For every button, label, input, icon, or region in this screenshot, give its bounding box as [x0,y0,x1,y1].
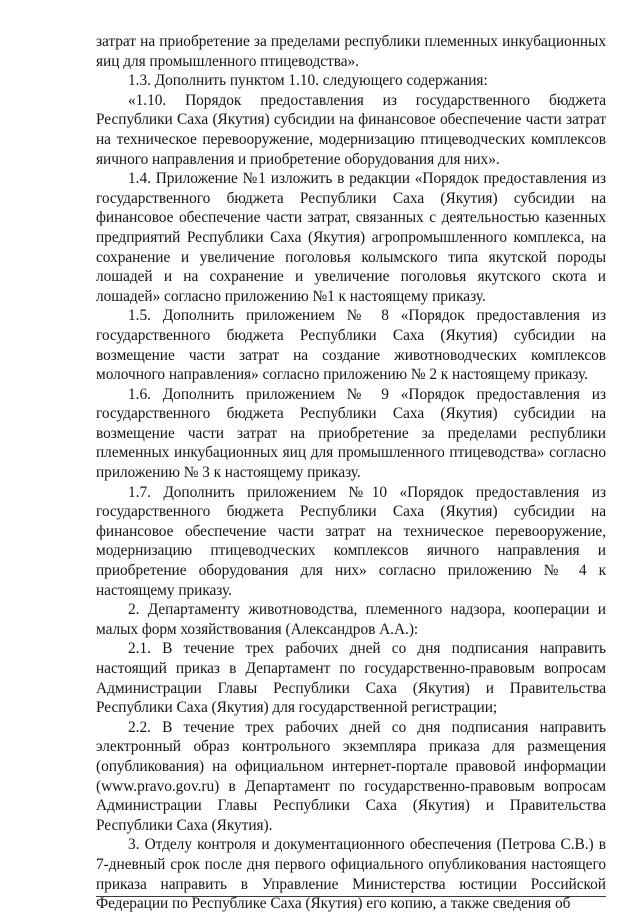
paragraph-1-7: 1.7. Дополнить приложением №10 «Порядок предоставления из государственного бюджета Республики Саха (Якутия) субсидии на финансовое обеспечение части затрат на техническое перевооружение, модернизацию птицеводческих комплексов яичного направления и приобретение оборудования для них» согласно приложению № 4 к настоящему приказу. [96,483,606,599]
paragraph-2-1: 2.1. В течение трех рабочих дней со дня подписания направить настоящий приказ в Департамент по государственно-правовым вопросам Администрации Главы Республики Саха (Якутия) и Правительства Республики Саха (Якутия) для государственной регистрации; [96,640,606,717]
paragraph-1-5: 1.5. Дополнить приложением № 8 «Порядок предоставления из государственного бюджета Республики Саха (Якутия) субсидии на возмещение части затрат на создание животноводческих комплексов молочного направления» согласно приложению № 2 к настоящему приказу. [96,307,606,384]
paragraph-1-6: 1.6. Дополнить приложением № 9 «Порядок предоставления из государственного бюджета Республики Саха (Якутия) субсидии на возмещение части затрат на приобретение за пределами республики племенных инкубационных яиц для промышленного птицеводства» согласно приложению № 3 к настоящему приказу. [96,385,606,482]
page-bottom-rule [96,896,606,897]
paragraph-continuation: затрат на приобретение за пределами республики племенных инкубационных яиц для промышленного птицеводства». [96,33,606,70]
paragraph-1-4: 1.4. Приложение №1 изложить в редакции «Порядок предоставления из государственного бюджета Республики Саха (Якутия) субсидии на финансовое обеспечение части затрат, связанных с деятельностью казенных предприятий Республики Саха (Якутия) агропромышленного комплекса, на сохранение и увеличение поголовья колымского типа якутской породы лошадей и на сохранение и увеличение поголовья якутского скота и лошадей» согласно приложению №1 к настоящему приказу. [96,170,606,305]
paragraph-1-3: 1.3. Дополнить пунктом 1.10. следующего содержания: [128,72,488,90]
paragraph-2: 2. Департаменту животноводства, племенного надзора, кооперации и малых форм хозяйствования (Александров А.А.): [96,601,606,638]
paragraph-3: 3. Отделу контроля и документационного обеспечения (Петрова С.В.) в 7-дневный срок после дня первого официального опубликования настоящего приказа направить в Управление Министерства юстиции Российской Федерации по Республике Саха (Якутия) его копию, а также сведения об [96,836,606,913]
paragraph-1-10-quote: «1.10. Порядок предоставления из государственного бюджета Республики Саха (Якутия) субсидии на финансовое обеспечение части затрат на техническое перевооружение, модернизацию птицеводческих комплексов яичного направления и приобретение оборудования для них». [96,91,606,168]
document-body [96,32,606,914]
paragraph-2-2: 2.2. В течение трех рабочих дней со дня подписания направить электронный образ контрольного экземпляра приказа для размещения (опубликования) на официальном интернет-портале правовой информации (www.pravo.gov.ru) в Департамент по государственно-правовым вопросам Администрации Главы Республики Саха (Якутия) и Правительства Республики Саха (Якутия). [96,718,606,834]
